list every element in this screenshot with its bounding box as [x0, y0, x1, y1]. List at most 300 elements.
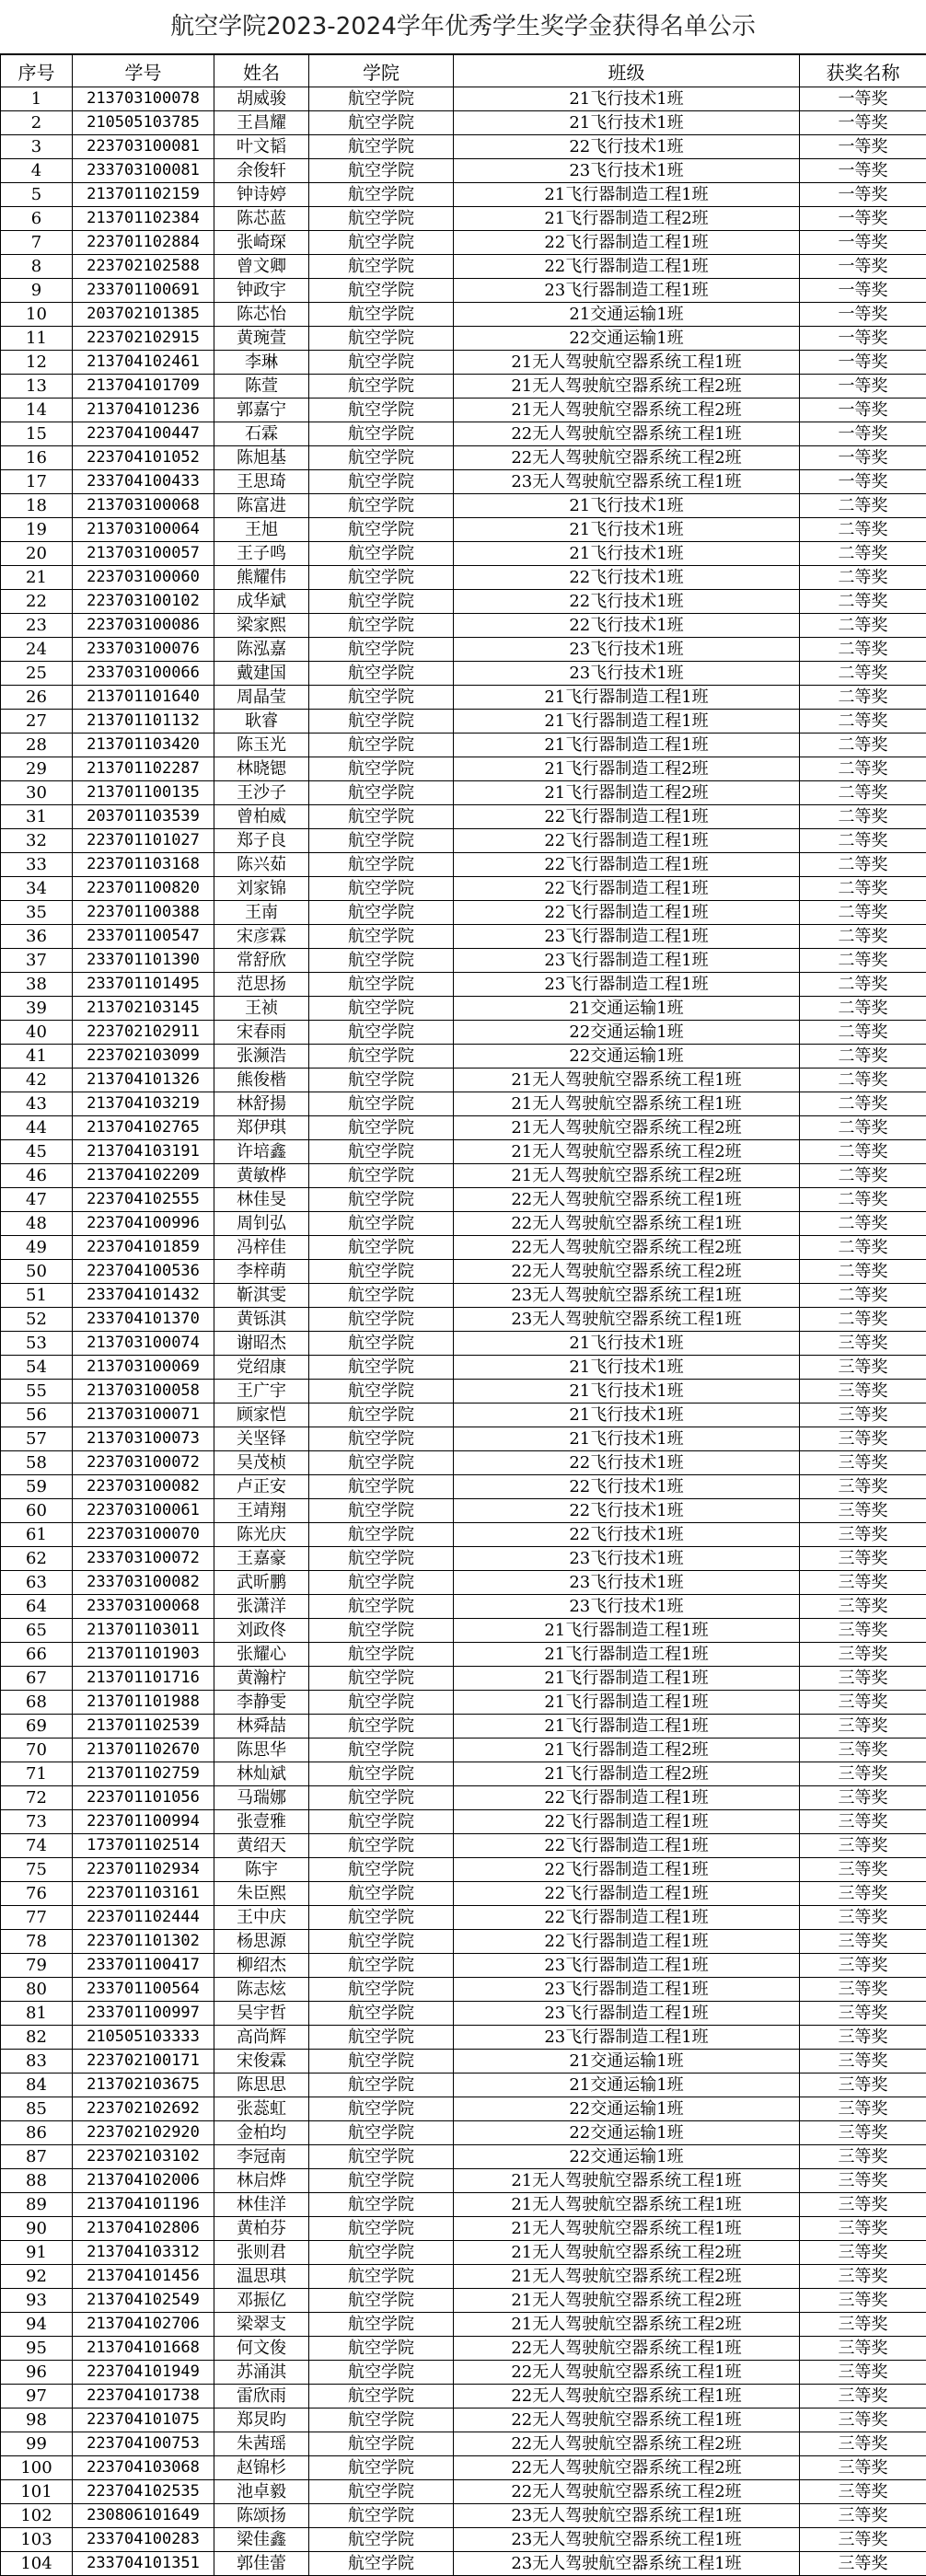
cell-student-id: 233701101390	[73, 949, 214, 973]
cell-name: 赵锦杉	[214, 2456, 309, 2480]
cell-name: 王思琦	[214, 470, 309, 494]
table-row	[1, 2480, 926, 2504]
cell-index: 75	[1, 1858, 73, 1882]
cell-class: 22飞行器制造工程1班	[454, 1882, 800, 1906]
cell-student-id: 213702103145	[73, 997, 214, 1021]
cell-college: 航空学院	[309, 1475, 454, 1499]
cell-index: 66	[1, 1643, 73, 1667]
cell-index: 1	[1, 87, 73, 111]
cell-award: 三等奖	[800, 2050, 926, 2074]
cell-class: 22无人驾驶航空器系统工程2班	[454, 446, 800, 470]
cell-index: 30	[1, 781, 73, 805]
cell-index: 89	[1, 2193, 73, 2217]
cell-college: 航空学院	[309, 1021, 454, 1045]
cell-class: 23无人驾驶航空器系统工程1班	[454, 1284, 800, 1308]
cell-class: 22无人驾驶航空器系统工程2班	[454, 2432, 800, 2456]
table-row	[1, 2002, 926, 2026]
cell-name: 陈思华	[214, 1739, 309, 1762]
table-row	[1, 829, 926, 853]
cell-award: 二等奖	[800, 494, 926, 518]
cell-student-id: 213704101668	[73, 2337, 214, 2361]
cell-name: 林舒揚	[214, 1092, 309, 1116]
cell-college: 航空学院	[309, 949, 454, 973]
cell-index: 35	[1, 901, 73, 925]
cell-student-id: 223704103068	[73, 2456, 214, 2480]
table-row	[1, 446, 926, 470]
cell-college: 航空学院	[309, 590, 454, 614]
cell-name: 叶文韬	[214, 135, 309, 159]
cell-name: 王嘉豪	[214, 1547, 309, 1571]
cell-student-id: 223701100994	[73, 1810, 214, 1834]
cell-name: 张濒浩	[214, 1045, 309, 1069]
cell-award: 二等奖	[800, 877, 926, 901]
cell-student-id: 213704102006	[73, 2169, 214, 2193]
cell-name: 黄柏芬	[214, 2217, 309, 2241]
cell-index: 76	[1, 1882, 73, 1906]
cell-student-id: 213704102806	[73, 2217, 214, 2241]
cell-student-id: 223703100102	[73, 590, 214, 614]
cell-name: 王旭	[214, 518, 309, 542]
cell-college: 航空学院	[309, 1643, 454, 1667]
cell-class: 21飞行器制造工程2班	[454, 207, 800, 231]
cell-student-id: 213704101456	[73, 2265, 214, 2289]
table-row	[1, 2337, 926, 2361]
cell-award: 一等奖	[800, 87, 926, 111]
cell-index: 98	[1, 2409, 73, 2432]
cell-college: 航空学院	[309, 2504, 454, 2528]
table-row	[1, 2409, 926, 2432]
cell-award: 三等奖	[800, 2241, 926, 2265]
cell-index: 24	[1, 638, 73, 662]
cell-name: 宋彦霖	[214, 925, 309, 949]
table-row	[1, 853, 926, 877]
cell-index: 10	[1, 303, 73, 327]
cell-index: 100	[1, 2456, 73, 2480]
cell-name: 陈芯蓝	[214, 207, 309, 231]
cell-name: 温思琪	[214, 2265, 309, 2289]
cell-name: 冯梓佳	[214, 1236, 309, 1260]
cell-name: 钟政宇	[214, 279, 309, 303]
cell-name: 刘政佟	[214, 1619, 309, 1643]
table-row	[1, 2026, 926, 2050]
cell-college: 航空学院	[309, 925, 454, 949]
table-row	[1, 1499, 926, 1523]
cell-student-id: 213704101326	[73, 1069, 214, 1092]
table-row	[1, 1595, 926, 1619]
cell-name: 林晓锶	[214, 757, 309, 781]
cell-name: 谢昭杰	[214, 1332, 309, 1356]
cell-award: 三等奖	[800, 1475, 926, 1499]
table-row	[1, 2145, 926, 2169]
cell-college: 航空学院	[309, 87, 454, 111]
cell-index: 82	[1, 2026, 73, 2050]
cell-student-id: 213701101988	[73, 1691, 214, 1715]
cell-index: 12	[1, 351, 73, 375]
cell-index: 54	[1, 1356, 73, 1380]
cell-college: 航空学院	[309, 2241, 454, 2265]
cell-award: 一等奖	[800, 422, 926, 446]
cell-class: 23飞行技术1班	[454, 1547, 800, 1571]
cell-index: 60	[1, 1499, 73, 1523]
cell-student-id: 213704101196	[73, 2193, 214, 2217]
cell-award: 二等奖	[800, 566, 926, 590]
header-student-id: 学号	[73, 55, 214, 87]
cell-college: 航空学院	[309, 1810, 454, 1834]
cell-student-id: 223703100081	[73, 135, 214, 159]
table-header-row	[1, 55, 926, 87]
cell-award: 三等奖	[800, 1523, 926, 1547]
table-row	[1, 494, 926, 518]
table-row	[1, 2385, 926, 2409]
cell-award: 三等奖	[800, 2480, 926, 2504]
cell-student-id: 223702100171	[73, 2050, 214, 2074]
cell-award: 三等奖	[800, 2504, 926, 2528]
table-row	[1, 1356, 926, 1380]
table-row	[1, 207, 926, 231]
cell-name: 熊耀伟	[214, 566, 309, 590]
cell-name: 石霖	[214, 422, 309, 446]
cell-college: 航空学院	[309, 1045, 454, 1069]
cell-student-id: 213703100073	[73, 1427, 214, 1451]
table-row	[1, 2432, 926, 2456]
table-row	[1, 1308, 926, 1332]
table-row	[1, 1906, 926, 1930]
cell-student-id: 213701102539	[73, 1715, 214, 1739]
cell-class: 21无人驾驶航空器系统工程2班	[454, 2265, 800, 2289]
cell-college: 航空学院	[309, 1069, 454, 1092]
cell-class: 22无人驾驶航空器系统工程1班	[454, 1188, 800, 1212]
cell-college: 航空学院	[309, 2361, 454, 2385]
cell-name: 陈富进	[214, 494, 309, 518]
table-row	[1, 1164, 926, 1188]
cell-index: 56	[1, 1404, 73, 1427]
cell-award: 三等奖	[800, 1810, 926, 1834]
cell-class: 22交通运输1班	[454, 1021, 800, 1045]
cell-award: 三等奖	[800, 2552, 926, 2576]
cell-index: 21	[1, 566, 73, 590]
table-row	[1, 542, 926, 566]
cell-class: 21飞行技术1班	[454, 1404, 800, 1427]
cell-index: 71	[1, 1762, 73, 1786]
cell-award: 三等奖	[800, 1427, 926, 1451]
cell-student-id: 223703100060	[73, 566, 214, 590]
cell-award: 二等奖	[800, 973, 926, 997]
cell-student-id: 213704102549	[73, 2289, 214, 2313]
cell-name: 常舒欣	[214, 949, 309, 973]
cell-name: 张耀心	[214, 1643, 309, 1667]
cell-student-id: 203701103539	[73, 805, 214, 829]
cell-index: 20	[1, 542, 73, 566]
cell-award: 二等奖	[800, 518, 926, 542]
cell-index: 16	[1, 446, 73, 470]
cell-award: 三等奖	[800, 2289, 926, 2313]
cell-index: 34	[1, 877, 73, 901]
cell-student-id: 223704101052	[73, 446, 214, 470]
cell-student-id: 230806101649	[73, 2504, 214, 2528]
cell-class: 23飞行器制造工程1班	[454, 1978, 800, 2002]
table-row	[1, 159, 926, 183]
cell-class: 22飞行器制造工程1班	[454, 1906, 800, 1930]
cell-award: 三等奖	[800, 1356, 926, 1380]
cell-class: 21无人驾驶航空器系统工程1班	[454, 2217, 800, 2241]
table-row	[1, 1978, 926, 2002]
cell-name: 陈颂扬	[214, 2504, 309, 2528]
cell-college: 航空学院	[309, 614, 454, 638]
table-row	[1, 2313, 926, 2337]
cell-index: 33	[1, 853, 73, 877]
cell-index: 78	[1, 1930, 73, 1954]
cell-index: 79	[1, 1954, 73, 1978]
cell-name: 李琳	[214, 351, 309, 375]
cell-award: 三等奖	[800, 1571, 926, 1595]
cell-student-id: 233701101495	[73, 973, 214, 997]
cell-index: 45	[1, 1140, 73, 1164]
cell-award: 三等奖	[800, 1786, 926, 1810]
cell-class: 22飞行器制造工程1班	[454, 805, 800, 829]
cell-index: 102	[1, 2504, 73, 2528]
cell-class: 22飞行技术1班	[454, 135, 800, 159]
cell-award: 一等奖	[800, 375, 926, 399]
cell-award: 三等奖	[800, 1834, 926, 1858]
cell-class: 23飞行器制造工程1班	[454, 2002, 800, 2026]
cell-award: 三等奖	[800, 1858, 926, 1882]
cell-index: 6	[1, 207, 73, 231]
cell-award: 二等奖	[800, 901, 926, 925]
cell-student-id: 233701100547	[73, 925, 214, 949]
cell-award: 一等奖	[800, 207, 926, 231]
cell-name: 成华斌	[214, 590, 309, 614]
cell-college: 航空学院	[309, 1691, 454, 1715]
cell-college: 航空学院	[309, 2289, 454, 2313]
table-row	[1, 686, 926, 710]
cell-index: 94	[1, 2313, 73, 2337]
cell-college: 航空学院	[309, 1954, 454, 1978]
cell-college: 航空学院	[309, 1308, 454, 1332]
cell-name: 曾柏威	[214, 805, 309, 829]
cell-name: 范思扬	[214, 973, 309, 997]
cell-class: 21飞行技术1班	[454, 111, 800, 135]
cell-index: 28	[1, 734, 73, 757]
cell-name: 陈芯怡	[214, 303, 309, 327]
table-row	[1, 1691, 926, 1715]
cell-index: 69	[1, 1715, 73, 1739]
cell-student-id: 213704103219	[73, 1092, 214, 1116]
cell-award: 一等奖	[800, 135, 926, 159]
cell-index: 57	[1, 1427, 73, 1451]
cell-award: 三等奖	[800, 1667, 926, 1691]
header-class: 班级	[454, 55, 800, 87]
cell-index: 62	[1, 1547, 73, 1571]
table-row	[1, 1451, 926, 1475]
cell-class: 22飞行器制造工程1班	[454, 829, 800, 853]
cell-name: 朱臣熙	[214, 1882, 309, 1906]
cell-class: 21无人驾驶航空器系统工程1班	[454, 2193, 800, 2217]
cell-name: 党绍康	[214, 1356, 309, 1380]
cell-name: 钟诗婷	[214, 183, 309, 207]
cell-college: 航空学院	[309, 1882, 454, 1906]
cell-index: 83	[1, 2050, 73, 2074]
header-index: 序号	[1, 55, 73, 87]
cell-class: 21交通运输1班	[454, 2074, 800, 2097]
cell-index: 38	[1, 973, 73, 997]
cell-class: 22无人驾驶航空器系统工程1班	[454, 2337, 800, 2361]
cell-college: 航空学院	[309, 2265, 454, 2289]
cell-college: 航空学院	[309, 207, 454, 231]
cell-index: 19	[1, 518, 73, 542]
cell-class: 21无人驾驶航空器系统工程2班	[454, 1140, 800, 1164]
cell-class: 22飞行器制造工程1班	[454, 1786, 800, 1810]
cell-class: 22飞行器制造工程1班	[454, 255, 800, 279]
table-row	[1, 734, 926, 757]
cell-student-id: 223702103102	[73, 2145, 214, 2169]
cell-class: 21飞行器制造工程1班	[454, 1691, 800, 1715]
cell-name: 王中庆	[214, 1906, 309, 1930]
cell-college: 航空学院	[309, 1619, 454, 1643]
cell-award: 二等奖	[800, 1069, 926, 1092]
cell-index: 104	[1, 2552, 73, 2576]
cell-index: 27	[1, 710, 73, 734]
cell-class: 21无人驾驶航空器系统工程2班	[454, 375, 800, 399]
cell-award: 三等奖	[800, 1715, 926, 1739]
cell-index: 47	[1, 1188, 73, 1212]
cell-student-id: 223702102911	[73, 1021, 214, 1045]
cell-index: 3	[1, 135, 73, 159]
cell-college: 航空学院	[309, 2480, 454, 2504]
cell-college: 航空学院	[309, 1595, 454, 1619]
cell-college: 航空学院	[309, 2050, 454, 2074]
cell-name: 卢正安	[214, 1475, 309, 1499]
cell-student-id: 233704101432	[73, 1284, 214, 1308]
cell-name: 何文俊	[214, 2337, 309, 2361]
cell-class: 23飞行器制造工程1班	[454, 973, 800, 997]
cell-index: 32	[1, 829, 73, 853]
cell-class: 22飞行技术1班	[454, 1523, 800, 1547]
cell-award: 二等奖	[800, 590, 926, 614]
cell-college: 航空学院	[309, 710, 454, 734]
cell-college: 航空学院	[309, 351, 454, 375]
cell-name: 郑伊琪	[214, 1116, 309, 1140]
cell-college: 航空学院	[309, 159, 454, 183]
cell-class: 23飞行器制造工程1班	[454, 2026, 800, 2050]
cell-class: 23无人驾驶航空器系统工程1班	[454, 2552, 800, 2576]
table-row	[1, 1140, 926, 1164]
cell-student-id: 223703100061	[73, 1499, 214, 1523]
cell-name: 马瑞娜	[214, 1786, 309, 1810]
cell-class: 21飞行器制造工程2班	[454, 1762, 800, 1786]
cell-student-id: 223703100082	[73, 1475, 214, 1499]
cell-student-id: 233703100068	[73, 1595, 214, 1619]
cell-student-id: 223703100086	[73, 614, 214, 638]
table-row	[1, 1810, 926, 1834]
cell-index: 36	[1, 925, 73, 949]
cell-index: 51	[1, 1284, 73, 1308]
cell-index: 23	[1, 614, 73, 638]
table-row	[1, 877, 926, 901]
cell-college: 航空学院	[309, 1523, 454, 1547]
cell-class: 22飞行器制造工程1班	[454, 1810, 800, 1834]
table-row	[1, 2289, 926, 2313]
cell-class: 21飞行技术1班	[454, 494, 800, 518]
table-row	[1, 1523, 926, 1547]
table-row	[1, 255, 926, 279]
cell-college: 航空学院	[309, 542, 454, 566]
cell-class: 21无人驾驶航空器系统工程2班	[454, 2241, 800, 2265]
cell-award: 二等奖	[800, 1116, 926, 1140]
cell-award: 一等奖	[800, 255, 926, 279]
cell-class: 21飞行器制造工程1班	[454, 1619, 800, 1643]
cell-index: 2	[1, 111, 73, 135]
cell-class: 23飞行技术1班	[454, 1571, 800, 1595]
cell-index: 88	[1, 2169, 73, 2193]
cell-index: 86	[1, 2121, 73, 2145]
cell-award: 一等奖	[800, 327, 926, 351]
cell-student-id: 223704100536	[73, 1260, 214, 1284]
cell-name: 陈萱	[214, 375, 309, 399]
cell-college: 航空学院	[309, 1451, 454, 1475]
cell-award: 一等奖	[800, 303, 926, 327]
cell-student-id: 233704101351	[73, 2552, 214, 2576]
cell-college: 航空学院	[309, 1332, 454, 1356]
cell-class: 22飞行器制造工程1班	[454, 901, 800, 925]
cell-class: 22飞行技术1班	[454, 1475, 800, 1499]
cell-college: 航空学院	[309, 2026, 454, 2050]
cell-student-id: 223702103099	[73, 1045, 214, 1069]
cell-class: 22飞行器制造工程1班	[454, 1930, 800, 1954]
cell-student-id: 233703100081	[73, 159, 214, 183]
cell-name: 李冠南	[214, 2145, 309, 2169]
cell-college: 航空学院	[309, 327, 454, 351]
cell-name: 顾家恺	[214, 1404, 309, 1427]
cell-student-id: 223701103161	[73, 1882, 214, 1906]
cell-index: 52	[1, 1308, 73, 1332]
cell-name: 雷欣雨	[214, 2385, 309, 2409]
cell-name: 李静雯	[214, 1691, 309, 1715]
cell-college: 航空学院	[309, 2385, 454, 2409]
cell-award: 三等奖	[800, 2409, 926, 2432]
cell-award: 三等奖	[800, 2074, 926, 2097]
cell-class: 21无人驾驶航空器系统工程2班	[454, 399, 800, 422]
cell-index: 22	[1, 590, 73, 614]
cell-name: 熊俊楷	[214, 1069, 309, 1092]
cell-college: 航空学院	[309, 1762, 454, 1786]
cell-award: 二等奖	[800, 638, 926, 662]
cell-class: 22无人驾驶航空器系统工程1班	[454, 2385, 800, 2409]
table-row	[1, 781, 926, 805]
cell-class: 22飞行器制造工程1班	[454, 231, 800, 255]
cell-award: 三等奖	[800, 2385, 926, 2409]
cell-college: 航空学院	[309, 1380, 454, 1404]
cell-class: 22飞行器制造工程1班	[454, 1834, 800, 1858]
cell-college: 航空学院	[309, 494, 454, 518]
cell-index: 4	[1, 159, 73, 183]
cell-index: 84	[1, 2074, 73, 2097]
cell-index: 87	[1, 2145, 73, 2169]
cell-name: 王广宇	[214, 1380, 309, 1404]
cell-award: 三等奖	[800, 2265, 926, 2289]
cell-college: 航空学院	[309, 1906, 454, 1930]
cell-college: 航空学院	[309, 2169, 454, 2193]
cell-award: 三等奖	[800, 1499, 926, 1523]
cell-class: 21飞行器制造工程1班	[454, 183, 800, 207]
table-row	[1, 399, 926, 422]
table-row	[1, 925, 926, 949]
cell-student-id: 213701102759	[73, 1762, 214, 1786]
cell-student-id: 213703100057	[73, 542, 214, 566]
cell-name: 黄瀚柠	[214, 1667, 309, 1691]
table-row	[1, 973, 926, 997]
cell-class: 21交通运输1班	[454, 2050, 800, 2074]
table-row	[1, 422, 926, 446]
